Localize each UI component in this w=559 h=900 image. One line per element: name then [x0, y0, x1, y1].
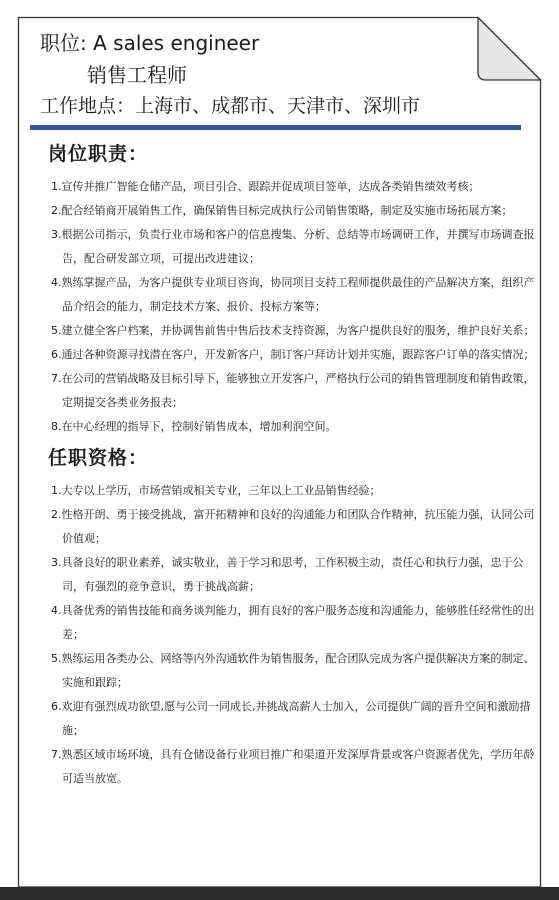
list-item: 1.宣传并推广智能仓储产品，项目引合、跟踪并促成项目签单，达成各类销售绩效考核；	[51, 180, 480, 193]
folded-corner-icon	[478, 18, 541, 81]
work-location: 工作地点：上海市、成都市、天津市、深圳市	[40, 95, 421, 117]
list-item: 8.在中心经理的指导下，控制好销售成本，增加利润空间。	[51, 420, 337, 433]
list-item: 7.熟悉区域市场环境，具有仓储设备行业项目推广和渠道开发深厚背景或客户资源者优先，学历年龄可适当放宽。	[51, 748, 535, 785]
position-english: A sales engineer	[93, 31, 260, 55]
list-item: 7.在公司的营销战略及目标引导下，能够独立开发客户，严格执行公司的销售管理制度和销售政策，定期提交各类业务报表；	[51, 372, 535, 409]
responsibilities-title: 岗位职责：	[48, 143, 149, 165]
qualifications-list	[0, 479, 559, 791]
list-item: 5.熟练运用各类办公、网络等内外沟通软件为销售服务，配合团队完成为客户提供解决方案的制定、实施和跟踪；	[51, 652, 535, 689]
qualifications-title: 任职资格：	[48, 447, 149, 469]
list-item: 2.性格开朗、勇于接受挑战，富开拓精神和良好的沟通能力和团队合作精神，抗压能力强，认同公司价值观；	[51, 508, 535, 545]
job-content	[0, 138, 559, 791]
list-item: 3.根据公司指示，负责行业市场和客户的信息搜集、分析、总结等市场调研工作，并撰写市场调查报告，配合研发部立项，可提出改进建议；	[51, 228, 535, 265]
job-title-line	[40, 30, 480, 56]
list-item: 1.大专以上学历，市场营销或相关专业，三年以上工业品销售经验；	[51, 484, 381, 497]
bottom-bar	[0, 887, 559, 900]
list-item: 5.建立健全客户档案，并协调售前售中售后技术支持资源，为客户提供良好的服务，维护良好关系；	[51, 324, 535, 337]
list-item: 6.欢迎有强烈成功欲望,愿与公司一同成长,并挑战高薪人士加入，公司提供广阔的晋升空间和激励措施；	[51, 700, 531, 737]
list-item: 4.熟练掌握产品，为客户提供专业项目咨询，协同项目支持工程师提供最佳的产品解决方案，组织产品介绍会的能力，制定技术方案、报价、投标方案等；	[51, 276, 535, 313]
job-header	[40, 30, 480, 119]
header-divider	[30, 125, 521, 130]
position-chinese: 销售工程师	[87, 63, 187, 87]
list-item: 4.具备优秀的销售技能和商务谈判能力，拥有良好的客户服务态度和沟通能力，能够胜任经常性的出差；	[51, 604, 535, 641]
responsibilities-list	[0, 175, 559, 439]
position-label: 职位:	[40, 31, 87, 55]
list-item: 6.通过各种资源寻找潜在客户，开发新客户，制订客户拜访计划并实施，跟踪客户订单的落实情况；	[51, 348, 535, 361]
list-item: 2.配合经销商开展销售工作，确保销售目标完成执行公司销售策略，制定及实施市场拓展方案；	[51, 204, 513, 217]
list-item: 3.具备良好的职业素养，诚实敬业，善于学习和思考，工作积极主动，责任心和执行力强，忠于公司，有强烈的竞争意识，勇于挑战高薪；	[51, 556, 524, 593]
